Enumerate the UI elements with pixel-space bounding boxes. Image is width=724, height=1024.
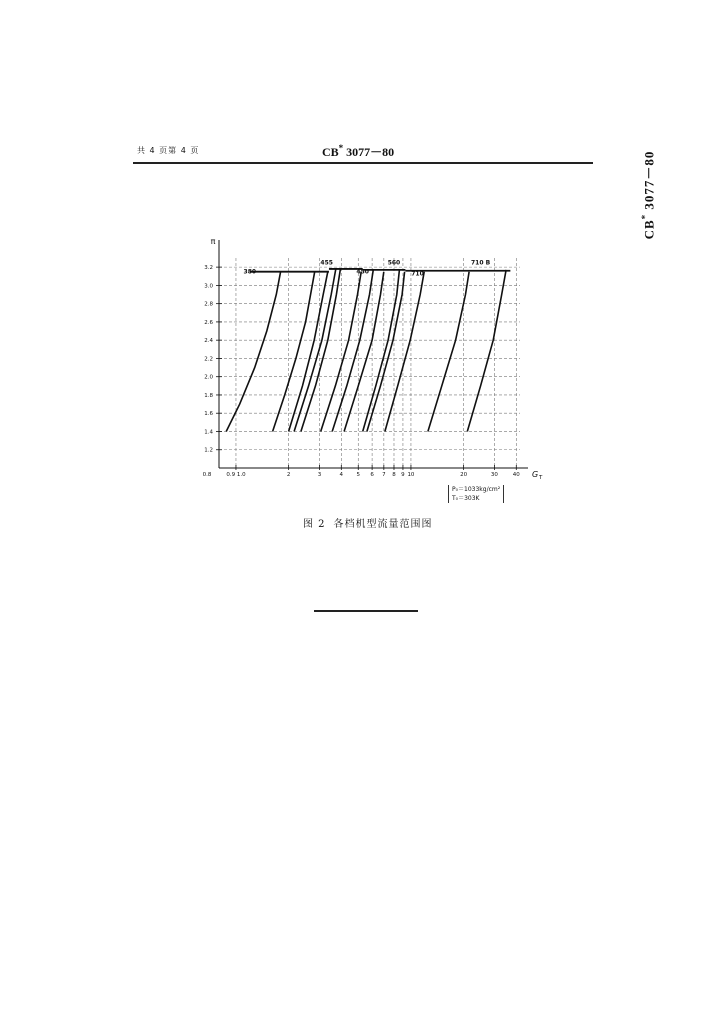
reference-pressure: P₀＝1033kg/cm² xyxy=(452,486,501,493)
side-standard-prefix: CB xyxy=(641,219,657,240)
x-origin-label: 0.8 xyxy=(202,472,212,478)
y-tick-label: 1.4 xyxy=(204,429,213,436)
x-tick-label: 8 xyxy=(392,472,396,478)
figure-number: 图 2 xyxy=(303,519,326,530)
y-tick-label: 1.6 xyxy=(204,411,213,418)
x-tick-label: 10 xyxy=(407,472,415,478)
y-tick-label: 2.8 xyxy=(204,301,213,308)
side-standard-number: 3077－80 xyxy=(641,150,657,210)
x-tick-label: 30 xyxy=(490,472,498,478)
curve-label: 710 xyxy=(411,270,424,278)
y-axis-label: π xyxy=(210,237,216,246)
curve-label: 560 xyxy=(387,259,401,267)
figure-caption xyxy=(303,515,441,530)
y-tick-label: 1.2 xyxy=(204,447,213,454)
flow-curve xyxy=(332,269,373,432)
reference-conditions xyxy=(448,485,504,503)
flow-curve xyxy=(467,270,506,432)
x-tick-label: 0.9 1.0 xyxy=(226,472,246,478)
curve-label: 380 xyxy=(243,268,257,276)
curve-label: 455 xyxy=(320,259,333,267)
reference-temperature: T₀＝303K xyxy=(452,495,480,502)
standard-number: 3077－80 xyxy=(346,145,395,159)
standard-star: * xyxy=(338,143,344,153)
side-standard-star: * xyxy=(640,213,651,220)
curve-label: 710 B xyxy=(470,259,491,267)
y-tick-label: 2.2 xyxy=(204,356,213,363)
y-tick-label: 3.0 xyxy=(204,283,213,290)
figure-title: 各档机型流量范围图 xyxy=(333,519,433,530)
flow-curve xyxy=(226,272,280,432)
x-tick-label: 4 xyxy=(339,472,344,478)
y-tick-label: 2.6 xyxy=(204,319,213,326)
x-tick-label: 7 xyxy=(382,472,386,478)
end-rule xyxy=(314,610,418,612)
x-tick-label: 20 xyxy=(460,472,468,478)
page-count: 共 4 页第 4 页 xyxy=(137,146,200,155)
standard-prefix: CB xyxy=(322,145,339,159)
flow-curve xyxy=(428,272,469,432)
y-tick-label: 2.4 xyxy=(204,338,213,345)
flow-curve xyxy=(321,272,362,432)
flow-curve xyxy=(294,269,336,432)
y-tick-label: 1.8 xyxy=(204,392,213,399)
curve-label: 450 xyxy=(356,268,369,276)
x-tick-label: 40 xyxy=(512,472,520,478)
x-tick-label: 5 xyxy=(356,472,361,478)
flow-curve xyxy=(344,272,384,432)
y-tick-label: 3.2 xyxy=(204,265,213,272)
flow-curve xyxy=(301,269,341,432)
x-tick-label: 2 xyxy=(286,472,291,478)
x-tick-label: 9 xyxy=(401,472,405,478)
x-axis-label-sub: T xyxy=(539,475,543,481)
x-tick-label: 3 xyxy=(317,472,322,478)
x-axis-label: G xyxy=(532,470,539,479)
y-tick-label: 2.0 xyxy=(204,374,213,381)
x-tick-label: 6 xyxy=(370,472,374,478)
flow-curve xyxy=(385,272,424,432)
